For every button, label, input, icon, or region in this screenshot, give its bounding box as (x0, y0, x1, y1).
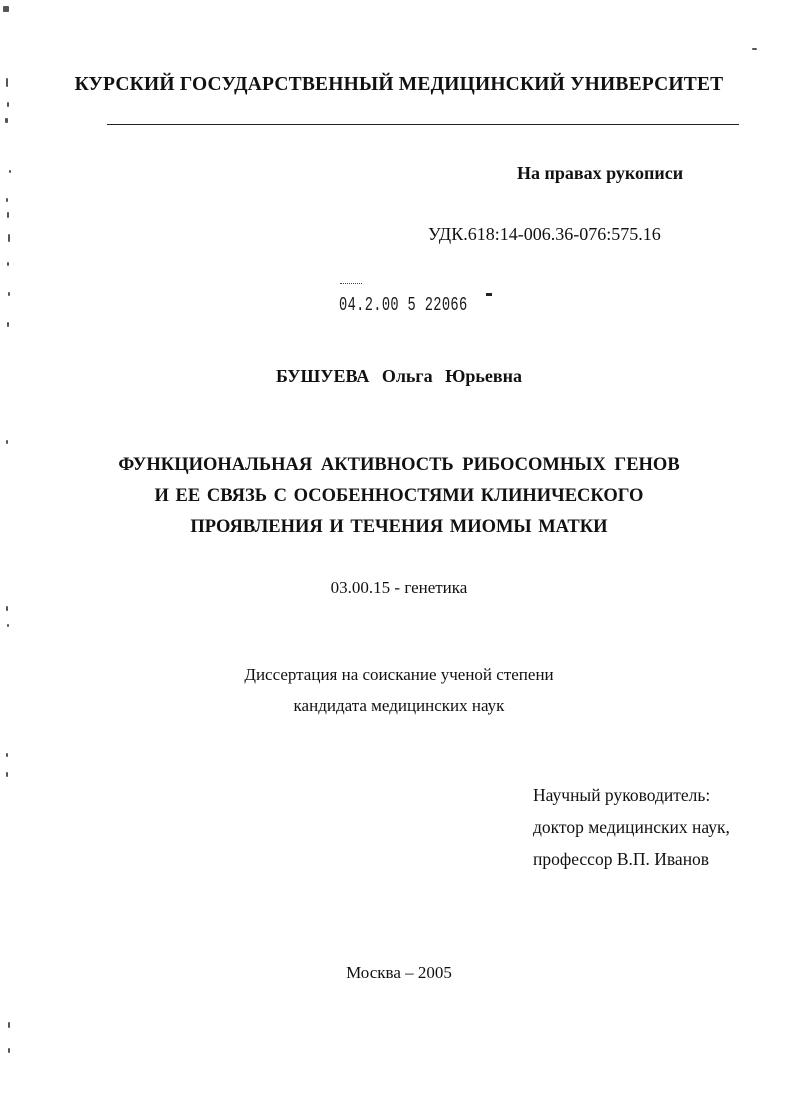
scan-speck (8, 234, 10, 242)
degree-line-1: Диссертация на соискание ученой степени (244, 665, 554, 684)
thesis-title-line-1: ФУНКЦИОНАЛЬНАЯ АКТИВНОСТЬ РИБОСОМНЫХ ГЕНОВ (118, 455, 680, 475)
scan-speck (5, 118, 8, 123)
scan-speck (7, 102, 9, 107)
place-and-year: Москва – 2005 (346, 963, 452, 982)
scan-speck (6, 440, 8, 444)
degree-line-2: кандидата медицинских наук (293, 696, 505, 715)
scan-speck (6, 78, 8, 87)
scan-speck (6, 753, 8, 757)
scan-speck (8, 292, 10, 296)
author-name: БУШУЕВА Ольга Юрьевна (275, 366, 522, 386)
thesis-title-line-3: ПРОЯВЛЕНИЯ И ТЕЧЕНИЯ МИОМЫ МАТКИ (190, 517, 608, 537)
scan-speck (9, 170, 11, 173)
registration-stamp: 04.2.00 5 22066 (339, 294, 468, 316)
scan-speck (7, 624, 9, 627)
supervisor-label: Научный руководитель: (533, 785, 711, 805)
scan-speck (6, 606, 8, 611)
scan-speck (7, 262, 9, 266)
scan-speck (6, 198, 8, 202)
supervisor-rank: доктор медицинских наук, (533, 817, 730, 837)
scan-speck (6, 772, 8, 777)
thesis-title-line-2: И ЕЕ СВЯЗЬ С ОСОБЕННОСТЯМИ КЛИНИЧЕСКОГО (154, 486, 644, 506)
scan-speck (752, 48, 757, 50)
specialty-code: 03.00.15 - генетика (330, 578, 468, 597)
scan-speck (7, 322, 9, 327)
stamp-dash (486, 293, 492, 296)
scan-speck (3, 6, 9, 12)
stamp-marks (340, 283, 362, 286)
scan-speck (8, 1048, 10, 1053)
university-name: КУРСКИЙ ГОСУДАРСТВЕННЫЙ МЕДИЦИНСКИЙ УНИВЕРСИТЕТ (74, 74, 724, 95)
rights-note: На правах рукописи (517, 163, 684, 183)
supervisor-name: профессор В.П. Иванов (533, 849, 710, 869)
udk-code: УДК.618:14-006.36-076:575.16 (428, 224, 661, 244)
header-divider (107, 124, 739, 125)
scan-speck (8, 1022, 10, 1028)
scan-speck (7, 212, 9, 218)
